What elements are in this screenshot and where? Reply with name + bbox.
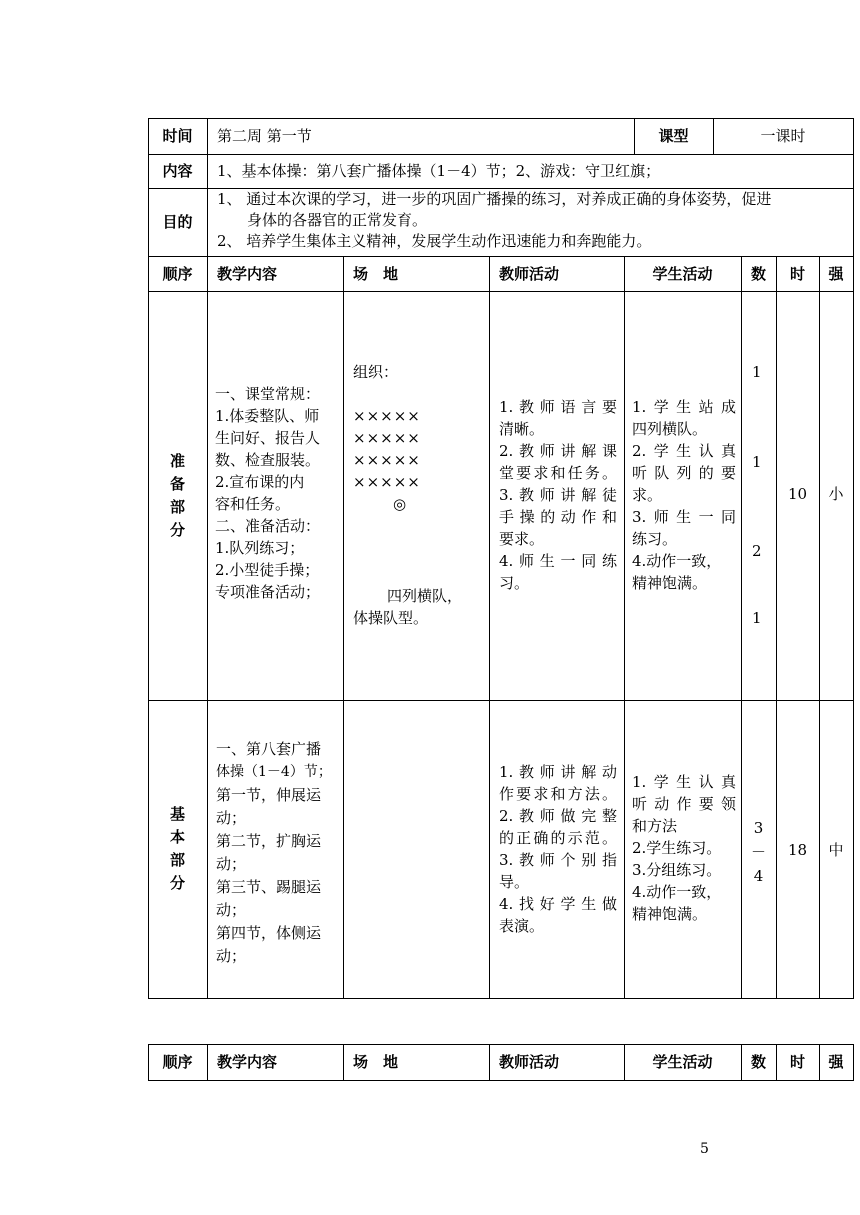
column-header-order: 顺序 xyxy=(162,264,193,283)
prep-teacher-activity: 1.教师语言要 清晰。 2.教师讲解课 堂要求和任务。 3.教师讲解徒 手操的动作和 要求。 4.师生一同练 习。 xyxy=(499,398,617,592)
basic-intensity: 中 xyxy=(828,841,844,859)
content-value: 1、基本体操：第八套广播体操（1－4）节；2、游戏：守卫红旗； xyxy=(217,162,661,180)
venue-label: 组织： xyxy=(353,363,399,381)
time-value: 第二周 第一节 xyxy=(217,127,312,145)
column-header-venue: 场 地 xyxy=(353,264,399,283)
goal-label: 目的 xyxy=(162,213,193,231)
basic-content: 一、第八套广播 体操（1－4）节； 第一节，伸展运 动； 第二节，扩胸运 动； 第三节、踢腿运 动； 第四节，体侧运 动； xyxy=(216,740,332,965)
prep-intensity: 小 xyxy=(828,485,844,503)
time-label: 时间 xyxy=(162,127,193,145)
column-header-count: 数 xyxy=(750,1053,766,1071)
goal-line: 身体的各器官的正常发育。 xyxy=(247,211,428,229)
formation-grid xyxy=(353,405,483,493)
basic-time: 18 xyxy=(787,841,808,859)
prep-venue-note: 四列横队， 体操队型。 xyxy=(353,587,463,627)
formation-row: ××××× xyxy=(353,451,421,469)
column-header-venue: 场 地 xyxy=(353,1053,399,1071)
formation-row: ××××× xyxy=(353,429,421,447)
count-value: 1 xyxy=(752,609,762,627)
column-header-student: 学生活动 xyxy=(652,264,713,283)
prep-time: 10 xyxy=(787,485,808,503)
basic-student-activity: 1.学生认真 听动作要领 和方法 2.学生练习。 3.分组练习。 4.动作一致， 精神饱满。 xyxy=(632,773,736,923)
count-value: 2 xyxy=(752,542,762,560)
type-label: 课型 xyxy=(658,127,689,145)
goal-line: 2、 培养学生集体主义精神，发展学生动作迅速能力和奔跑能力。 xyxy=(217,232,652,250)
prep-venue xyxy=(353,361,483,515)
formation-row: ××××× xyxy=(353,473,421,491)
column-header-teacher: 教师活动 xyxy=(499,264,560,283)
count-value: 1 xyxy=(752,363,762,381)
column-header-content: 教学内容 xyxy=(217,1053,278,1071)
goal-line: 1、 通过本次课的学习，进一步的巩固广播操的练习，对养成正确的身体姿势，促进 xyxy=(217,190,772,208)
column-header-count: 数 xyxy=(750,264,766,283)
formation-row: ××××× xyxy=(353,407,421,425)
column-header-intensity: 强 xyxy=(828,1053,844,1071)
prep-section-label: 准 备 部 分 xyxy=(169,451,185,539)
page-number: 5 xyxy=(700,1141,709,1157)
column-header-intensity: 强 xyxy=(828,264,844,283)
basic-count: 3 － 4 xyxy=(750,819,766,885)
column-header-order: 顺序 xyxy=(162,1053,193,1071)
column-header-time: 时 xyxy=(789,264,805,283)
content-label: 内容 xyxy=(162,162,193,180)
basic-section-label: 基 本 部 分 xyxy=(169,805,185,892)
column-header-student: 学生活动 xyxy=(652,1053,713,1071)
prep-student-activity: 1.学生站成 四列横队。 2.学生认真 听队列的要 求。 3.师生一同 练习。 4.动作一致， 精神饱满。 xyxy=(632,398,736,592)
type-value: 一课时 xyxy=(760,127,806,145)
column-header-time: 时 xyxy=(789,1053,805,1071)
teacher-position-mark: ◎ xyxy=(393,495,407,513)
prep-content: 一、课堂常规： 1.体委整队、师 生问好、报告人 数、检查服装。 2.宣布课的内 容和任务。 二、准备活动： 1.队列练习； 2.小型徒手操； 专项准备活动； xyxy=(215,385,321,601)
column-header-teacher: 教师活动 xyxy=(499,1053,560,1071)
goal-text xyxy=(217,189,851,255)
count-value: 1 xyxy=(752,453,762,471)
basic-teacher-activity: 1.教师讲解动 作要求和方法。 2.教师做完整 的正确的示范。 3.教师个别指 导。 4.找好学生做 表演。 xyxy=(499,763,617,935)
column-header-content: 教学内容 xyxy=(217,264,278,283)
